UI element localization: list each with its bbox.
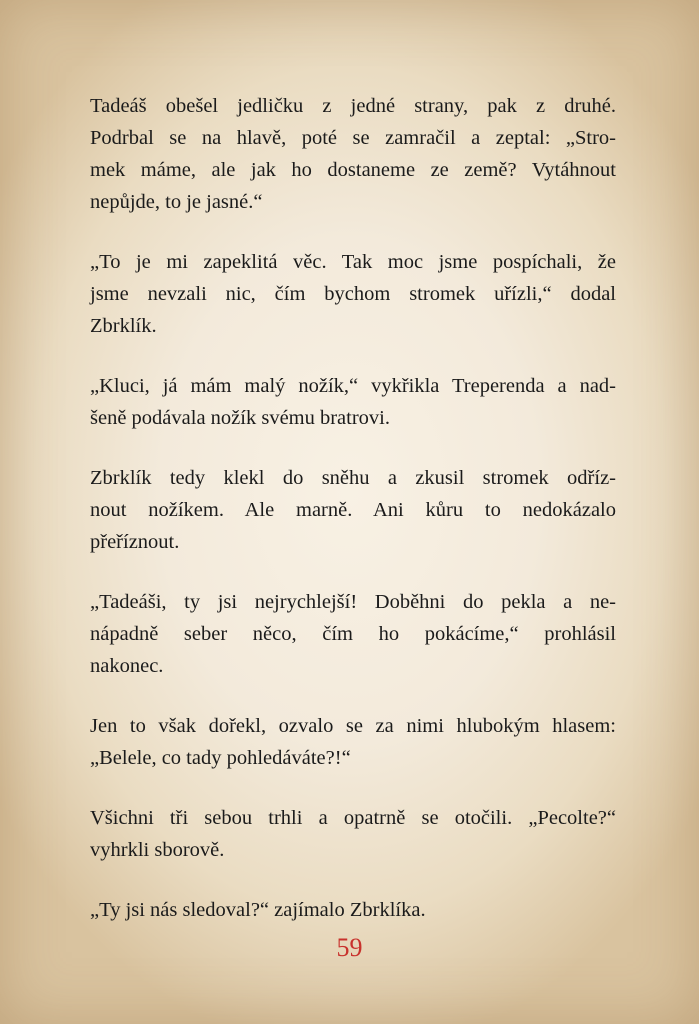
text-line: šeně podávala nožík svému bratrovi.: [90, 407, 391, 429]
paragraph: [90, 462, 616, 558]
paragraph: [90, 710, 616, 774]
paragraph: [90, 90, 616, 218]
text-line: „To je mi zapeklitá věc. Tak moc jsme pospíchali, že: [90, 251, 616, 273]
page-number: 59: [336, 933, 363, 962]
text-line: vyhrkli sborově.: [90, 839, 225, 861]
text-line: „Ty jsi nás sledoval?“ zajímalo Zbrklíka.: [90, 899, 426, 921]
text-line: „Kluci, já mám malý nožík,“ vykřikla Treperenda a nad-: [90, 375, 616, 397]
text-line: Podrbal se na hlavě, poté se zamračil a zeptal: „Stro-: [90, 127, 616, 149]
text-line: „Belele, co tady pohledáváte?!“: [90, 747, 351, 769]
text-line: nakonec.: [90, 655, 164, 677]
paragraph: [90, 370, 616, 434]
text-line: Zbrklík.: [90, 315, 157, 337]
text-line: mek máme, ale jak ho dostaneme ze země? Vytáhnout: [90, 159, 616, 181]
text-line: Všichni tři sebou trhli a opatrně se otočili. „Pecolte?“: [90, 807, 616, 829]
body-text: [90, 90, 616, 954]
text-line: Jen to však dořekl, ozvalo se za nimi hlubokým hlasem:: [90, 715, 616, 737]
text-line: „Tadeáši, ty jsi nejrychlejší! Doběhni do pekla a ne-: [90, 591, 616, 613]
text-line: jsme nevzali nic, čím bychom stromek uřízli,“ dodal: [90, 283, 616, 305]
text-line: přeříznout.: [90, 531, 180, 553]
text-line: nápadně seber něco, čím ho pokácíme,“ prohlásil: [90, 623, 616, 645]
text-line: Zbrklík tedy klekl do sněhu a zkusil stromek odříz-: [90, 467, 616, 489]
paragraph: [90, 586, 616, 682]
paragraph: [90, 246, 616, 342]
paragraph: [90, 894, 616, 926]
paragraph: [90, 802, 616, 866]
text-line: Tadeáš obešel jedličku z jedné strany, pak z druhé.: [90, 95, 616, 117]
text-line: nepůjde, to je jasné.“: [90, 191, 263, 213]
text-line: nout nožíkem. Ale marně. Ani kůru to nedokázalo: [90, 499, 616, 521]
